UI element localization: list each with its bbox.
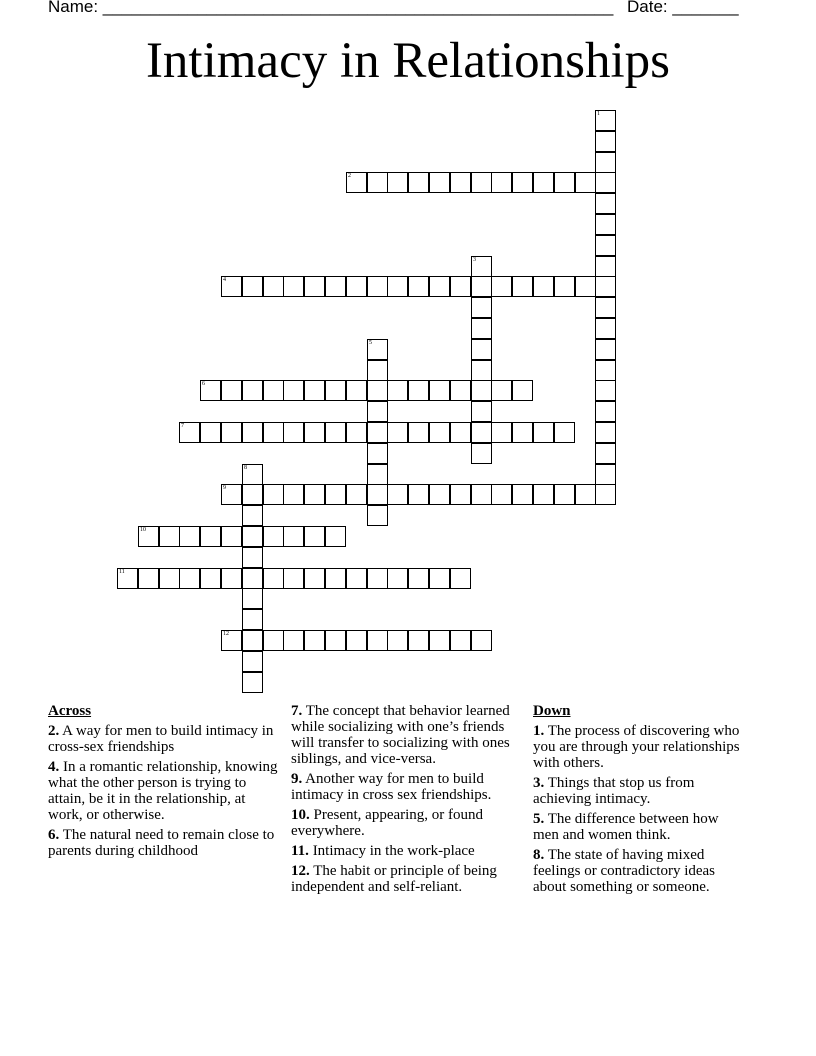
clue-number: 7.	[291, 703, 303, 719]
cell-number: 9	[223, 485, 226, 491]
crossword-cell[interactable]	[367, 464, 388, 485]
cell-number: 6	[202, 381, 205, 387]
crossword-cell[interactable]	[533, 172, 554, 193]
cell-number: 7	[181, 423, 184, 429]
crossword-cell[interactable]	[263, 568, 284, 589]
crossword-cell[interactable]	[283, 380, 304, 401]
crossword-cell[interactable]	[221, 484, 242, 505]
crossword-cell[interactable]	[512, 422, 533, 443]
page-title: Intimacy in Relationships	[145, 33, 671, 89]
crossword-cell[interactable]	[367, 276, 388, 297]
crossword-cell[interactable]	[346, 484, 367, 505]
crossword-cell[interactable]	[200, 526, 221, 547]
clue-number: 6.	[48, 827, 60, 843]
crossword-cell[interactable]	[387, 276, 408, 297]
clue-number: 3.	[533, 775, 545, 791]
crossword-cell[interactable]	[595, 214, 616, 235]
crossword-cell[interactable]	[304, 526, 325, 547]
crossword-cell[interactable]	[471, 630, 492, 651]
crossword-cell[interactable]	[471, 380, 492, 401]
crossword-cell[interactable]	[575, 172, 596, 193]
crossword-cell[interactable]	[325, 380, 346, 401]
clue-across-2	[48, 723, 280, 755]
clue-across-11	[291, 843, 516, 859]
crossword-cell[interactable]	[138, 568, 159, 589]
crossword-cell[interactable]	[179, 568, 200, 589]
crossword-cell[interactable]	[221, 422, 242, 443]
crossword-cell[interactable]	[117, 568, 138, 589]
crossword-cell[interactable]	[512, 484, 533, 505]
cell-number: 12	[223, 631, 229, 637]
crossword-cell[interactable]	[304, 630, 325, 651]
crossword-cell[interactable]	[283, 422, 304, 443]
crossword-cell[interactable]	[429, 172, 450, 193]
crossword-cell[interactable]	[367, 339, 388, 360]
across-clues-column-continued	[291, 703, 516, 899]
crossword-cell[interactable]	[179, 422, 200, 443]
crossword-cell[interactable]	[408, 568, 429, 589]
crossword-cell[interactable]	[595, 131, 616, 152]
clue-across-9	[291, 771, 516, 803]
clue-number: 2.	[48, 723, 60, 739]
clue-down-5	[533, 811, 748, 843]
crossword-cell[interactable]	[491, 484, 512, 505]
clue-across-12	[291, 863, 516, 895]
crossword-cell[interactable]	[387, 172, 408, 193]
crossword-cell[interactable]	[221, 568, 242, 589]
crossword-cell[interactable]	[595, 172, 616, 193]
crossword-cell[interactable]	[367, 630, 388, 651]
crossword-cell[interactable]	[283, 630, 304, 651]
crossword-cell[interactable]	[283, 276, 304, 297]
crossword-cell[interactable]	[283, 568, 304, 589]
clue-text: The natural need to remain close to parents during childhood	[48, 827, 275, 859]
clue-across-4	[48, 759, 280, 823]
crossword-cell[interactable]	[367, 401, 388, 422]
crossword-cell[interactable]	[595, 401, 616, 422]
crossword-cell[interactable]	[429, 484, 450, 505]
crossword-cell[interactable]	[367, 484, 388, 505]
crossword-cell[interactable]	[242, 484, 263, 505]
crossword-cell[interactable]	[471, 360, 492, 381]
crossword-cell[interactable]	[242, 672, 263, 693]
crossword-cell[interactable]	[491, 172, 512, 193]
crossword-cell[interactable]	[450, 172, 471, 193]
crossword-cell[interactable]	[408, 484, 429, 505]
clue-text: Intimacy in the work-place	[308, 843, 475, 859]
crossword-cell[interactable]	[221, 276, 242, 297]
clue-down-1	[533, 723, 748, 771]
crossword-cell[interactable]	[595, 276, 616, 297]
crossword-cell[interactable]	[554, 422, 575, 443]
crossword-cell[interactable]	[367, 380, 388, 401]
crossword-cell[interactable]	[242, 526, 263, 547]
crossword-cell[interactable]	[242, 568, 263, 589]
crossword-cell[interactable]	[595, 464, 616, 485]
crossword-cell[interactable]	[242, 651, 263, 672]
crossword-cell[interactable]	[346, 172, 367, 193]
crossword-cell[interactable]	[595, 360, 616, 381]
clue-down-8	[533, 847, 748, 895]
crossword-cell[interactable]	[304, 568, 325, 589]
cell-number: 3	[473, 257, 476, 263]
crossword-cell[interactable]	[471, 443, 492, 464]
crossword-cell[interactable]	[242, 505, 263, 526]
crossword-cell[interactable]	[159, 526, 180, 547]
crossword-cell[interactable]	[242, 609, 263, 630]
crossword-cell[interactable]	[575, 276, 596, 297]
cell-number: 10	[140, 527, 146, 533]
crossword-cell[interactable]	[283, 526, 304, 547]
clue-text: The concept that behavior learned while socializing with one’s friends will transfer to socializing with ones siblings, and vice-versa.	[291, 703, 510, 767]
clue-number: 11.	[291, 843, 309, 859]
crossword-cell[interactable]	[595, 235, 616, 256]
crossword-cell[interactable]	[533, 484, 554, 505]
crossword-cell[interactable]	[595, 484, 616, 505]
crossword-cell[interactable]	[387, 484, 408, 505]
crossword-cell[interactable]	[471, 401, 492, 422]
crossword-cell[interactable]	[533, 276, 554, 297]
date-field[interactable]: Date: _______	[627, 0, 739, 16]
crossword-cell[interactable]	[367, 505, 388, 526]
crossword-cell[interactable]	[408, 276, 429, 297]
clue-text: Another way for men to build intimacy in cross sex friendships.	[291, 771, 492, 803]
crossword-cell[interactable]	[325, 526, 346, 547]
clue-across-6	[48, 827, 280, 859]
across-heading: Across	[48, 703, 92, 719]
crossword-cell[interactable]	[179, 526, 200, 547]
crossword-cell[interactable]	[242, 547, 263, 568]
crossword-cell[interactable]	[367, 172, 388, 193]
clue-text: The state of having mixed feelings or contradictory ideas about something or someone.	[533, 847, 716, 895]
crossword-cell[interactable]	[471, 276, 492, 297]
crossword-cell[interactable]	[263, 380, 284, 401]
crossword-cell[interactable]	[512, 380, 533, 401]
crossword-cell[interactable]	[242, 276, 263, 297]
crossword-cell[interactable]	[491, 422, 512, 443]
cell-number: 5	[369, 340, 372, 346]
crossword-cell[interactable]	[221, 526, 242, 547]
crossword-cell[interactable]	[263, 630, 284, 651]
crossword-cell[interactable]	[471, 339, 492, 360]
clue-text: Present, appearing, or found everywhere.	[291, 807, 484, 839]
crossword-cell[interactable]	[263, 484, 284, 505]
crossword-cell[interactable]	[346, 276, 367, 297]
crossword-cell[interactable]	[138, 526, 159, 547]
crossword-cell[interactable]	[242, 464, 263, 485]
crossword-cell[interactable]	[595, 193, 616, 214]
crossword-cell[interactable]	[387, 568, 408, 589]
clue-number: 12.	[291, 863, 310, 879]
cell-number: 4	[223, 277, 226, 283]
crossword-cell[interactable]	[533, 422, 554, 443]
crossword-cell[interactable]	[429, 630, 450, 651]
crossword-cell[interactable]	[367, 568, 388, 589]
clue-number: 8.	[533, 847, 545, 863]
crossword-cell[interactable]	[575, 484, 596, 505]
crossword-cell[interactable]	[242, 422, 263, 443]
crossword-cell[interactable]	[408, 422, 429, 443]
crossword-cell[interactable]	[346, 630, 367, 651]
crossword-cell[interactable]	[408, 380, 429, 401]
crossword-cell[interactable]	[242, 588, 263, 609]
crossword-cell[interactable]	[387, 630, 408, 651]
clue-number: 9.	[291, 771, 303, 787]
crossword-cell[interactable]	[325, 630, 346, 651]
name-field[interactable]: Name: ______________________________________________________	[48, 0, 614, 16]
crossword-cell[interactable]	[221, 630, 242, 651]
clue-text: A way for men to build intimacy in cross-sex friendships	[48, 723, 274, 755]
clue-number: 1.	[533, 723, 545, 739]
crossword-cell[interactable]	[450, 568, 471, 589]
crossword-cell[interactable]	[283, 484, 304, 505]
crossword-cell[interactable]	[512, 276, 533, 297]
crossword-cell[interactable]	[471, 172, 492, 193]
crossword-cell[interactable]	[595, 152, 616, 173]
crossword-cell[interactable]	[221, 380, 242, 401]
clue-down-3	[533, 775, 748, 807]
crossword-cell[interactable]	[263, 422, 284, 443]
clue-text: The process of discovering who you are through your relationships with others.	[533, 723, 740, 771]
crossword-cell[interactable]	[242, 380, 263, 401]
crossword-cell[interactable]	[346, 568, 367, 589]
down-heading: Down	[533, 703, 571, 719]
crossword-cell[interactable]	[595, 380, 616, 401]
crossword-cell[interactable]	[263, 526, 284, 547]
clue-text: The difference between how men and women think.	[533, 811, 719, 843]
clue-text: The habit or principle of being independent and self-reliant.	[291, 863, 497, 895]
down-clues-column	[533, 703, 748, 899]
crossword-cell[interactable]	[367, 360, 388, 381]
cell-number: 2	[348, 173, 351, 179]
crossword-cell[interactable]	[304, 422, 325, 443]
crossword-cell[interactable]	[595, 110, 616, 131]
cell-number: 8	[244, 465, 247, 471]
crossword-cell[interactable]	[408, 172, 429, 193]
crossword-cell[interactable]	[554, 276, 575, 297]
clue-text: In a romantic relationship, knowing what the other person is trying to attain, be it in the relationship, at work, or otherwise.	[48, 759, 278, 823]
crossword-cell[interactable]	[367, 422, 388, 443]
crossword-cell[interactable]	[471, 297, 492, 318]
crossword-cell[interactable]	[554, 172, 575, 193]
crossword-cell[interactable]	[304, 484, 325, 505]
crossword-cell[interactable]	[450, 422, 471, 443]
crossword-cell[interactable]	[367, 443, 388, 464]
crossword-cell[interactable]	[408, 630, 429, 651]
crossword-cell[interactable]	[304, 276, 325, 297]
crossword-cell[interactable]	[325, 276, 346, 297]
crossword-cell[interactable]	[387, 380, 408, 401]
crossword-cell[interactable]	[200, 422, 221, 443]
crossword-cell[interactable]	[429, 568, 450, 589]
crossword-cell[interactable]	[595, 339, 616, 360]
crossword-cell[interactable]	[346, 422, 367, 443]
cell-number: 11	[119, 569, 125, 575]
crossword-cell[interactable]	[595, 422, 616, 443]
crossword-cell[interactable]	[159, 568, 180, 589]
crossword-cell[interactable]	[263, 276, 284, 297]
crossword-cell[interactable]	[304, 380, 325, 401]
crossword-cell[interactable]	[471, 484, 492, 505]
crossword-cell[interactable]	[450, 630, 471, 651]
clue-number: 4.	[48, 759, 60, 775]
crossword-cell[interactable]	[450, 484, 471, 505]
crossword-cell[interactable]	[429, 276, 450, 297]
crossword-cell[interactable]	[325, 484, 346, 505]
crossword-cell[interactable]	[471, 318, 492, 339]
crossword-cell[interactable]	[429, 422, 450, 443]
crossword-cell[interactable]	[512, 172, 533, 193]
crossword-cell[interactable]	[325, 422, 346, 443]
crossword-cell[interactable]	[595, 318, 616, 339]
clue-number: 10.	[291, 807, 310, 823]
crossword-cell[interactable]	[200, 568, 221, 589]
crossword-cell[interactable]	[200, 380, 221, 401]
crossword-cell[interactable]	[346, 380, 367, 401]
crossword-cell[interactable]	[491, 276, 512, 297]
across-clues-column	[48, 703, 280, 863]
clue-across-7	[291, 703, 516, 767]
crossword-cell[interactable]	[471, 422, 492, 443]
crossword-cell[interactable]	[554, 484, 575, 505]
crossword-cell[interactable]	[242, 630, 263, 651]
crossword-cell[interactable]	[450, 276, 471, 297]
crossword-cell[interactable]	[471, 256, 492, 277]
clue-number: 5.	[533, 811, 545, 827]
clue-across-10	[291, 807, 516, 839]
clue-text: Things that stop us from achieving intimacy.	[533, 775, 695, 807]
crossword-cell[interactable]	[595, 256, 616, 277]
crossword-cell[interactable]	[595, 443, 616, 464]
crossword-cell[interactable]	[387, 422, 408, 443]
crossword-cell[interactable]	[491, 380, 512, 401]
crossword-cell[interactable]	[429, 380, 450, 401]
cell-number: 1	[597, 111, 600, 117]
crossword-cell[interactable]	[450, 380, 471, 401]
crossword-cell[interactable]	[595, 297, 616, 318]
crossword-cell[interactable]	[325, 568, 346, 589]
